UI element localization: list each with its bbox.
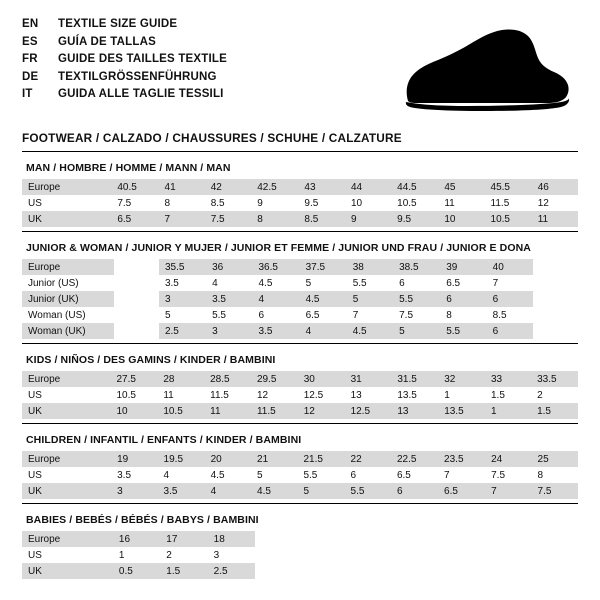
row-label: Europe [22,371,111,387]
size-cell: 35.5 [159,259,206,275]
size-cell: 21 [251,451,297,467]
size-cell: 16 [113,531,160,547]
size-cell-pad [440,563,486,579]
size-cell: 12.5 [298,387,345,403]
size-cell: 1 [438,387,485,403]
size-cell: 7.5 [485,467,531,483]
language-code: DE [22,70,39,83]
size-cell: 39 [440,259,486,275]
size-cell: 10.5 [391,195,438,211]
size-cell: 6 [253,307,300,323]
size-cell: 19 [111,451,157,467]
size-cell-pad [393,547,439,563]
language-title: GUIDA ALLE TAGLIE TESSILI [58,88,224,100]
size-cell: 2 [160,547,207,563]
size-cell: 28 [157,371,204,387]
row-label: UK [22,563,113,579]
section-title: JUNIOR & WOMAN / JUNIOR Y MUJER / JUNIOR ET FEMME / JUNIOR UND FRAU / JUNIOR E DONA [26,242,531,254]
size-cell: 12 [532,195,578,211]
size-cell: 3.5 [206,291,252,307]
size-cell: 5 [300,275,347,291]
size-cell: 9.5 [391,211,438,227]
size-cell: 1 [113,547,160,563]
size-cell: 13.5 [438,403,485,419]
size-cell: 4 [158,467,205,483]
size-cell: 0.5 [113,563,160,579]
size-cell: 8.5 [205,195,252,211]
size-cell: 10 [438,211,484,227]
size-cell: 2 [531,387,578,403]
table-row [22,371,578,387]
size-cell: 8 [251,211,298,227]
size-cell: 11 [157,387,204,403]
table-row [22,259,578,275]
language-row [22,34,227,52]
size-cell: 5 [251,467,297,483]
size-cell: 5 [159,307,206,323]
size-cell: 7 [487,275,533,291]
row-label: Europe [22,531,113,547]
table-row [22,563,578,579]
size-cell: 6 [345,467,391,483]
size-cell: 22 [345,451,391,467]
row-label: Europe [22,259,114,275]
size-cell: 38 [347,259,393,275]
section-junior-woman [22,231,578,339]
language-title-body [22,16,227,104]
size-cell: 8 [440,307,486,323]
size-cell-pad [532,563,578,579]
footwear-category-line: FOOTWEAR / CALZADO / CHAUSSURES / SCHUHE / CALZATURE [22,131,402,145]
row-label: Junior (UK) [22,291,114,307]
size-cell: 12 [251,387,298,403]
size-cell: 10.5 [485,211,532,227]
size-cell-pad [533,275,578,291]
language-title: TEXTILE SIZE GUIDE [58,18,178,30]
section-kids [22,343,578,419]
size-cell: 43 [298,179,345,195]
size-cell: 29.5 [251,371,298,387]
size-cell-pad [301,563,347,579]
size-cell: 3 [208,547,255,563]
size-cell: 11.5 [204,387,251,403]
size-cell-pad [347,563,393,579]
size-cell: 6.5 [438,483,485,499]
size-cell: 19.5 [158,451,205,467]
size-cell: 10 [111,403,158,419]
language-title-table [22,16,227,104]
size-cell: 6.5 [300,307,347,323]
language-title: TEXTILGRÖSSENFÜHRUNG [58,70,217,83]
size-cell: 3.5 [111,467,157,483]
size-cell: 1 [485,403,531,419]
row-label: US [22,387,111,403]
table-row [22,467,578,483]
size-cell: 17 [160,531,207,547]
size-cell: 42 [205,179,252,195]
size-cell: 6 [440,291,486,307]
language-code: IT [22,88,33,100]
size-cell: 9.5 [298,195,345,211]
row-label: Woman (UK) [22,323,114,339]
size-cell: 11 [204,403,251,419]
size-cell-pad [486,547,532,563]
size-cell: 7.5 [111,195,158,211]
size-cell: 4 [206,275,252,291]
size-cell: 4 [205,483,251,499]
language-title: GUÍA DE TALLAS [58,35,156,48]
size-cell-pad [533,307,578,323]
size-cell-pad [532,547,578,563]
size-cell [114,307,159,323]
size-cell: 8.5 [487,307,533,323]
size-cell: 5 [347,291,393,307]
size-cell: 36 [206,259,252,275]
size-cell: 1.5 [531,403,578,419]
size-cell: 3 [111,483,157,499]
size-cell-pad [486,531,532,547]
size-cell-pad [486,563,532,579]
size-cell: 7 [485,483,531,499]
size-cell-pad [255,563,301,579]
language-code: ES [22,35,38,48]
size-cell: 6 [487,291,533,307]
size-cell: 38.5 [393,259,440,275]
size-cell: 7.5 [393,307,440,323]
size-cell: 5 [393,323,440,339]
size-cell: 6.5 [391,467,438,483]
section-babies [22,503,578,579]
table-row [22,323,578,339]
section-title: KIDS / NIÑOS / DES GAMINS / KINDER / BAMBINI [26,354,276,366]
size-cell-pad [255,547,301,563]
size-cell: 2.5 [208,563,255,579]
size-cell: 10.5 [157,403,204,419]
size-cell: 13 [391,403,438,419]
size-cell: 20 [205,451,251,467]
size-cell: 25 [532,451,578,467]
size-cell: 10.5 [111,387,158,403]
size-cell-pad [440,547,486,563]
section-man [22,151,578,227]
size-cell: 6 [393,275,440,291]
language-title: GUIDE DES TAILLES TEXTILE [58,53,227,65]
row-label: UK [22,483,111,499]
size-cell: 32 [438,371,485,387]
size-cell: 11.5 [251,403,298,419]
size-cell: 7 [438,467,485,483]
size-cell: 4 [253,291,300,307]
size-cell: 12 [298,403,345,419]
size-cell: 45 [438,179,484,195]
size-cell: 3 [206,323,252,339]
size-cell: 5.5 [347,275,393,291]
size-cell: 1.5 [485,387,531,403]
size-cell: 9 [251,195,298,211]
size-cell: 4 [300,323,347,339]
size-cell: 45.5 [485,179,532,195]
size-cell: 7.5 [532,483,578,499]
section-title: MAN / HOMBRE / HOMME / MANN / MAN [26,162,231,174]
size-cell: 41 [159,179,205,195]
size-cell: 23.5 [438,451,485,467]
size-cell: 6 [487,323,533,339]
size-cell: 44 [345,179,391,195]
table-row [22,387,578,403]
row-label: Junior (US) [22,275,114,291]
section-title: BABIES / BEBÉS / BÉBÉS / BABYS / BAMBINI [26,514,259,526]
size-cell: 22.5 [391,451,438,467]
size-cell: 37.5 [300,259,347,275]
row-label: US [22,195,111,211]
size-cell-pad [347,547,393,563]
size-cell: 6.5 [111,211,158,227]
size-cell: 6.5 [440,275,486,291]
size-cell-pad [532,531,578,547]
table-row [22,275,578,291]
size-cell: 28.5 [204,371,251,387]
size-cell: 7 [347,307,393,323]
size-cell: 18 [208,531,255,547]
size-table-man [22,179,578,227]
size-cell: 4.5 [253,275,300,291]
table-row [22,531,578,547]
size-cell: 1.5 [160,563,207,579]
document-header [22,16,578,114]
size-cell: 21.5 [297,451,344,467]
size-table-kids [22,371,578,419]
size-cell: 2.5 [159,323,206,339]
table-row [22,547,578,563]
size-cell: 8.5 [298,211,345,227]
language-row [22,69,227,87]
size-cell: 5.5 [345,483,391,499]
size-cell: 11 [532,211,578,227]
size-cell: 3.5 [253,323,300,339]
size-cell: 11.5 [485,195,532,211]
size-cell: 13.5 [391,387,438,403]
size-cell: 5.5 [297,467,344,483]
size-cell [114,275,159,291]
size-cell-pad [393,563,439,579]
size-cell-pad [347,531,393,547]
section-title: CHILDREN / INFANTIL / ENFANTS / KINDER / BAMBINI [26,434,302,446]
size-table-babies [22,531,578,579]
size-cell-pad [301,531,347,547]
language-code: EN [22,18,39,30]
row-label: US [22,547,113,563]
language-code: FR [22,53,38,65]
size-cell: 3 [159,291,206,307]
row-label: UK [22,211,111,227]
size-cell [114,259,159,275]
size-cell: 27.5 [111,371,158,387]
size-cell: 40.5 [111,179,158,195]
row-label: Woman (US) [22,307,114,323]
table-row [22,179,578,195]
size-table-children [22,451,578,499]
size-cell: 9 [345,211,391,227]
size-cell: 10 [345,195,391,211]
size-cell: 24 [485,451,531,467]
size-cell: 40 [487,259,533,275]
size-cell: 4.5 [251,483,297,499]
size-cell: 13 [345,387,392,403]
size-cell-pad [533,291,578,307]
row-label: US [22,467,111,483]
size-cell: 8 [532,467,578,483]
size-cell-pad [440,531,486,547]
size-cell: 3.5 [158,483,205,499]
size-cell-pad [301,547,347,563]
size-cell: 33 [485,371,531,387]
size-cell-pad [533,323,578,339]
row-label: Europe [22,451,111,467]
size-cell: 7.5 [205,211,252,227]
size-cell: 31 [345,371,392,387]
table-row [22,307,578,323]
size-cell: 4.5 [300,291,347,307]
size-cell: 36.5 [253,259,300,275]
size-cell: 5 [297,483,344,499]
size-cell: 46 [532,179,578,195]
language-row [22,86,227,104]
size-cell: 31.5 [391,371,438,387]
size-cell-pad [255,531,301,547]
size-cell-pad [393,531,439,547]
size-cell: 4.5 [205,467,251,483]
size-cell: 5.5 [393,291,440,307]
size-cell: 11 [438,195,484,211]
table-row [22,195,578,211]
section-children [22,423,578,499]
size-cell: 42.5 [251,179,298,195]
size-cell: 5.5 [440,323,486,339]
size-cell: 12.5 [345,403,392,419]
table-row [22,483,578,499]
table-row [22,403,578,419]
size-cell [114,323,159,339]
size-cell: 44.5 [391,179,438,195]
language-row [22,16,227,34]
size-cell: 4.5 [347,323,393,339]
size-cell: 7 [159,211,205,227]
row-label: Europe [22,179,111,195]
dress-shoe-icon [372,24,572,114]
language-row [22,51,227,69]
row-label: UK [22,403,111,419]
size-cell: 8 [159,195,205,211]
size-cell: 6 [391,483,438,499]
size-table-junior-woman [22,259,578,339]
size-cell: 33.5 [531,371,578,387]
table-row [22,451,578,467]
table-row [22,211,578,227]
size-cell: 5.5 [206,307,252,323]
size-cell: 3.5 [159,275,206,291]
size-cell: 30 [298,371,345,387]
size-cell [114,291,159,307]
table-row [22,291,578,307]
size-cell-pad [533,259,578,275]
